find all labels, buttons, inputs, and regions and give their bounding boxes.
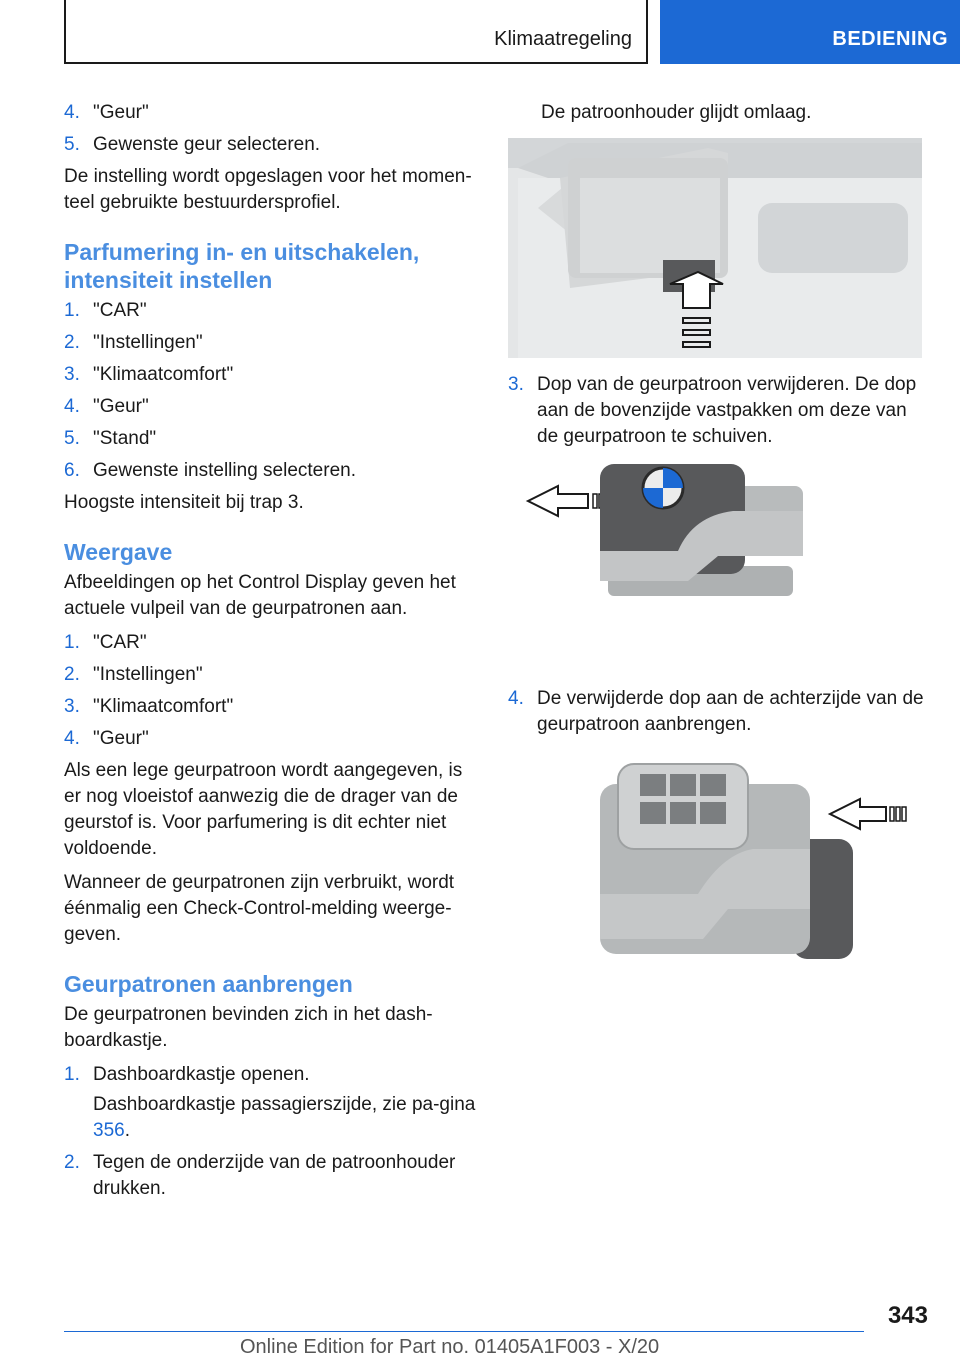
step-number: 1. <box>64 300 80 321</box>
list-item <box>64 662 484 688</box>
slide-note <box>508 100 928 126</box>
list-item <box>508 372 928 450</box>
step-text: "Instellingen" <box>93 664 203 685</box>
step-text: Tegen de onderzijde van de patroonhouder drukken. <box>93 1152 456 1199</box>
list-item <box>64 362 484 388</box>
footer-divider <box>64 1331 864 1332</box>
slide-note-text: De patroonhouder glijdt omlaag. <box>541 102 812 123</box>
step-text: Dop van de geurpatroon verwijderen. De dop aan de bovenzijde vastpakken om deze van de geurpatroon te schuiven. <box>537 374 917 447</box>
install-intro: De geurpatronen bevinden zich in het dash-boardkastje. <box>64 1004 433 1051</box>
step-number: 6. <box>64 460 80 481</box>
step-text: "Geur" <box>93 396 149 417</box>
list-item <box>64 330 484 356</box>
step-text: Dashboardkastje openen. <box>93 1064 310 1085</box>
check-control-note: Wanneer de geurpatronen zijn verbruikt, wordt éénmalig een Check-Control-melding weerge-geven. <box>64 872 455 945</box>
header-title-box <box>64 0 648 64</box>
step-text: "CAR" <box>93 300 147 321</box>
step-text: "CAR" <box>93 632 147 653</box>
step-number: 5. <box>64 428 80 449</box>
step-text: "Geur" <box>93 728 149 749</box>
step-number: 4. <box>64 102 80 123</box>
page-link[interactable]: 356 <box>93 1120 125 1141</box>
edition-footer: Online Edition for Part no. 01405A1F003 - X/20 <box>240 1336 660 1358</box>
step-text: "Klimaatcomfort" <box>93 364 234 385</box>
heading-perfume: Parfumering in- en uitschakelen, intensiteit instellen <box>64 239 420 293</box>
step-number: 4. <box>64 728 80 749</box>
heading-weergave: Weergave <box>64 539 173 565</box>
step-number: 3. <box>64 364 80 385</box>
step-number: 2. <box>64 332 80 353</box>
list-item <box>64 458 484 484</box>
step-number: 5. <box>64 134 80 155</box>
step-text: "Klimaatcomfort" <box>93 696 234 717</box>
empty-cartridge-note: Als een lege geurpatroon wordt aangegeven, is er nog vloeistof aanwezig die de drager van de geurstof is. Voor parfumering is dit echter niet voldoende. <box>64 760 463 859</box>
list-item <box>64 1150 484 1202</box>
cartridge-holder-illustration <box>508 138 922 358</box>
step-text: "Geur" <box>93 102 149 123</box>
step-number: 1. <box>64 1064 80 1085</box>
step-text: De verwijderde dop aan de achterzijde van de geurpatroon aanbrengen. <box>537 688 924 735</box>
step-text: Gewenste instelling selecteren. <box>93 460 356 481</box>
list-item <box>64 426 484 452</box>
page-header <box>0 0 960 66</box>
subtext-body: Dashboardkastje passagierszijde, zie pa-gina <box>93 1094 476 1115</box>
list-item <box>64 726 484 752</box>
cartridge-cap-removal-illustration <box>508 456 922 676</box>
step-number: 4. <box>64 396 80 417</box>
list-item <box>64 298 484 324</box>
subtext-end: . <box>124 1120 130 1141</box>
section-label: BEDIENING <box>832 28 948 50</box>
step-number: 2. <box>64 1152 80 1173</box>
chapter-title: Klimaatregeling <box>494 28 632 50</box>
page-number: 343 <box>887 1302 928 1329</box>
heading-install: Geurpatronen aanbrengen <box>64 971 353 997</box>
cap-attach-illustration <box>508 744 922 984</box>
step-text: Gewenste geur selecteren. <box>93 134 321 155</box>
list-item <box>64 630 484 656</box>
list-item <box>64 132 484 158</box>
step-number: 3. <box>508 374 524 395</box>
list-item <box>64 694 484 720</box>
step-number: 2. <box>64 664 80 685</box>
list-item <box>64 100 484 126</box>
step-number: 4. <box>508 688 524 709</box>
step-number: 1. <box>64 632 80 653</box>
list-item <box>64 394 484 420</box>
section-tab <box>660 0 960 64</box>
left-column <box>64 100 484 1208</box>
step-number: 3. <box>64 696 80 717</box>
step-text: "Instellingen" <box>93 332 203 353</box>
intensity-note: Hoogste intensiteit bij trap 3. <box>64 492 304 513</box>
list-item <box>508 686 928 738</box>
step-subtext <box>93 1092 484 1144</box>
weergave-intro: Afbeeldingen op het Control Display geven het actuele vulpeil van de geurpatronen aan. <box>64 572 456 619</box>
right-column <box>508 100 928 984</box>
step-text: "Stand" <box>93 428 157 449</box>
list-item <box>64 1062 484 1144</box>
profile-note: De instelling wordt opgeslagen voor het momen-teel gebruikte bestuurdersprofiel. <box>64 166 472 213</box>
